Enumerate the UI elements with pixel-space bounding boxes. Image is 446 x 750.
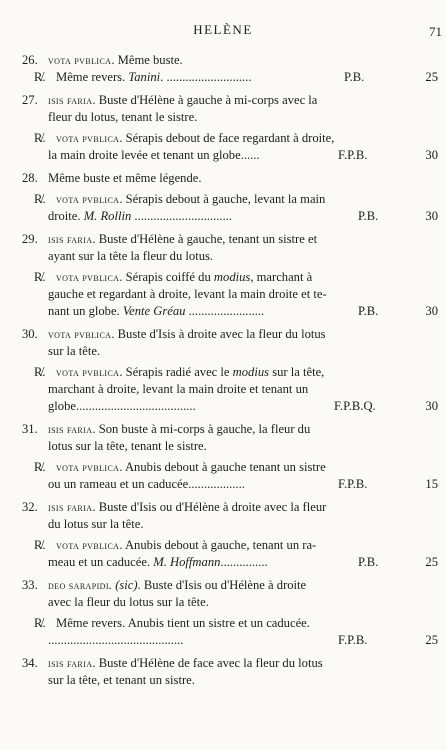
legend: isis faria	[48, 502, 93, 514]
reverse-mark: R̸.	[34, 616, 46, 630]
price: 15	[425, 477, 438, 491]
price: 30	[425, 148, 438, 162]
entry-number: 26.	[22, 53, 38, 67]
entry-31-obverse-2: lotus sur la tête, tenant le sistre.	[48, 439, 207, 453]
entry-30-reverse: R̸. vota pvblica. Sérapis radié avec le modius sur la tête,	[34, 365, 325, 379]
entry-34-obverse-2: sur la tête, et tenant un sistre.	[48, 673, 195, 687]
entry-30-reverse-2: marchant à droite, levant la main droite et tenant un	[48, 382, 309, 396]
condition: F.P.B.	[338, 477, 368, 491]
page-number: 71	[429, 24, 442, 39]
entry-33-reverse-2: ........................................... F.P.B. 25	[48, 633, 438, 647]
entry-29-obverse: 29. isis faria. Buste d'Hélène à gauche, tenant un sistre et	[22, 232, 318, 246]
entry-number: 28.	[22, 171, 38, 185]
legend: vota pvblica	[56, 272, 120, 284]
entry-32-obverse: 32. isis faria. Buste d'Isis ou d'Hélène à droite avec la fleur	[22, 500, 327, 514]
provenance: M. Rollin	[83, 209, 132, 223]
entry-32-reverse-2: meau et un caducée. M. Hoffmann............... P.B. 25	[48, 555, 438, 569]
reverse-mark: R̸.	[34, 131, 46, 145]
entry-33-reverse: R̸. Même revers. Anubis tient un sistre et un caducée.	[34, 616, 310, 630]
entry-33-obverse: 33. deo sarapidi. (sic). Buste d'Isis ou d'Hélène à droite	[22, 578, 307, 592]
legend: vota pvblica	[56, 194, 120, 206]
entry-number: 33.	[22, 578, 38, 592]
reverse-mark: R̸.	[34, 192, 46, 206]
entry-28-obverse: 28. Même buste et même légende.	[22, 171, 202, 185]
coin-entries	[0, 52, 446, 689]
legend: vota pvblica	[56, 462, 120, 474]
price: 25	[425, 555, 438, 569]
condition: F.P.B.Q.	[334, 399, 376, 413]
entry-number: 34.	[22, 656, 38, 670]
entry-27-obverse-2: fleur du lotus, tenant le sistre.	[48, 110, 198, 124]
provenance: Tanini	[128, 70, 161, 84]
entry-26-obverse: 26. vota pvblica. Même buste.	[22, 53, 183, 67]
entry-30-obverse-2: sur la tête.	[48, 344, 101, 358]
entry-29-reverse-2: gauche et regardant à droite, levant la main droite et te-	[48, 287, 327, 301]
reverse-mark: R̸.	[34, 538, 46, 552]
entry-28-reverse-2: droite. M. Rollin ............................... P.B. 30	[48, 209, 438, 223]
condition: P.B.	[358, 304, 379, 318]
legend: vota pvblica	[56, 367, 120, 379]
provenance: Vente Gréau	[122, 304, 186, 318]
legend: vota pvblica	[56, 133, 120, 145]
entry-number: 27.	[22, 93, 38, 107]
entry-27-reverse: R̸. vota pvblica. Sérapis debout de face regardant à droite,	[34, 131, 335, 145]
entry-26-reverse: R̸. Même revers. Tanini. ........................... P.B. 25	[34, 70, 438, 84]
reverse-mark: R̸.	[34, 460, 46, 474]
provenance: M. Hoffmann	[153, 555, 221, 569]
legend: vota pvblica	[56, 540, 120, 552]
entry-number: 29.	[22, 232, 38, 246]
price: 25	[425, 633, 438, 647]
entry-34-obverse: 34. isis faria. Buste d'Hélène de face avec la fleur du lotus	[22, 656, 323, 670]
entry-32-reverse: R̸. vota pvblica. Anubis debout à gauche, tenant un ra-	[34, 538, 317, 552]
legend: isis faria	[48, 424, 93, 436]
reverse-mark: R̸.	[34, 365, 46, 379]
running-head: HELÈNE	[193, 22, 253, 37]
entry-number: 30.	[22, 327, 38, 341]
condition: F.P.B.	[338, 148, 368, 162]
entry-32-obverse-2: du lotus sur la tête.	[48, 517, 144, 531]
entry-28-reverse: R̸. vota pvblica. Sérapis debout à gauche, levant la main	[34, 192, 326, 206]
reverse-mark: R̸.	[34, 70, 46, 84]
legend: isis faria	[48, 234, 93, 246]
legend: deo sarapidi	[48, 580, 109, 592]
entry-27-reverse-2: la main droite levée et tenant un globe...... F.P.B. 30	[48, 148, 438, 162]
entry-33-obverse-2: avec la fleur du lotus sur la tête.	[48, 595, 209, 609]
legend: vota pvblica	[48, 329, 112, 341]
condition: F.P.B.	[338, 633, 368, 647]
entry-30-reverse-3: globe...................................... F.P.B.Q. 30	[48, 399, 438, 413]
entry-27-obverse: 27. isis faria. Buste d'Hélène à gauche à mi-corps avec la	[22, 93, 318, 107]
condition: P.B.	[344, 70, 365, 84]
entry-31-obverse: 31. isis faria. Son buste à mi-corps à gauche, la fleur du	[22, 422, 311, 436]
entry-number: 31.	[22, 422, 38, 436]
entry-30-obverse: 30. vota pvblica. Buste d'Isis à droite avec la fleur du lotus	[22, 327, 326, 341]
entry-31-reverse-2: ou un rameau et un caducée.................. F.P.B. 15	[48, 477, 438, 491]
condition: P.B.	[358, 209, 379, 223]
price: 25	[425, 70, 438, 84]
entry-29-obverse-2: ayant sur la tête la fleur du lotus.	[48, 249, 214, 263]
condition: P.B.	[358, 555, 379, 569]
entry-31-reverse: R̸. vota pvblica. Anubis debout à gauche tenant un sistre	[34, 460, 326, 474]
entry-number: 32.	[22, 500, 38, 514]
reverse-mark: R̸.	[34, 270, 46, 284]
legend: vota pvblica	[48, 55, 112, 67]
entry-29-reverse-3: nant un globe. Vente Gréau ........................ P.B. 30	[48, 304, 438, 318]
entry-29-reverse: R̸. vota pvblica. Sérapis coiffé du modius, marchant à	[34, 270, 313, 284]
legend: isis faria	[48, 95, 93, 107]
legend: isis faria	[48, 658, 93, 670]
price: 30	[425, 304, 438, 318]
price: 30	[425, 209, 438, 223]
price: 30	[425, 399, 438, 413]
